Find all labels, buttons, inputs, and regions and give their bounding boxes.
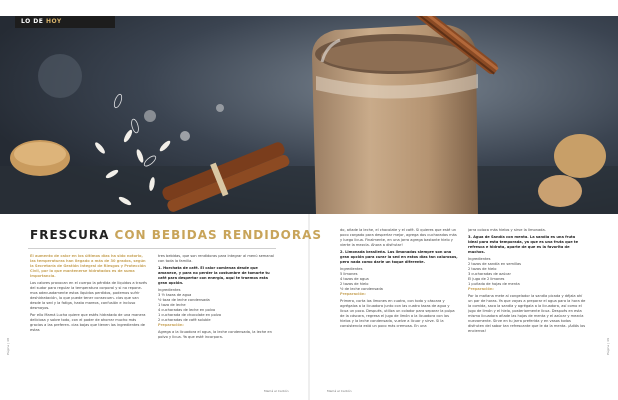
paragraph-body: Por ello Mamá Lucha quiere que estés hidratado de una manera deliciosa y sobre todo, con el poder de ahorrar mucho más gracias a las preferen- cias bajas que tienen los ingredientes de estas [30, 313, 146, 332]
paragraph-lead: El aumento de calor en los últimos días ha sido notorio, las temperaturas han llegado a más de 30 grados, según la Secretaría de Gestión Integral de Riesgos y Protección Civil, por lo que mantenerse hidratados es de suma importancia. [30, 254, 146, 278]
paragraph-list: 1 puñado de hojas de menta [468, 282, 520, 286]
text-column-4 [468, 228, 586, 386]
paragraph-gold: Preparación: [340, 292, 366, 296]
paragraph-body: Primero, corta los limones en cuatro, con todo y cáscara y agrégalos a la licuadora junto con las cuatro tazas de agua y licua un poco. Después, utiliza un colador para separar la pulpa de la cáscara, regresa el jugo de limón a la licuadora con los hielos y la leche condensada, vuelve a licuar y sirve. Si la consistencia está un poco más cremosa. En una [340, 299, 455, 328]
paragraph-body: Los calores provocan en el cuerpo la pérdida de líquidos a través del sudor para regular la temperatura corporal y si no repone- mos adecuadamente estos líquidos perdidos, podemos sufrir deshidratación, lo que puede tener consecuen- cias que van desde la sed y la fatiga, hasta mareos, confusión e incluso desmayos. [30, 281, 147, 310]
paragraph-gold: Preparación: [468, 287, 494, 291]
article-title-accent: CON BEBIDAS RENDIDORAS [114, 228, 323, 242]
paragraph-heading: 2. Limonada brasileña. Las limonadas siempre son una gran opción para curar la sed en estos días tan calurosos, pero nada como darle un toque diferente. [340, 250, 458, 264]
paragraph-heading: 3. Agua de Sandía con menta. La sandía es una fruta ideal para esta temporada, ya que es una fruta que te refresca e hidrata, aparte de que es la favorita de muchos. [468, 235, 579, 254]
article-title [30, 228, 322, 242]
paragraph-list: 3 ½ tazas de agua [158, 293, 192, 297]
section-tag-prefix: LO DE [21, 18, 44, 25]
paragraph-body: do, añade la leche, el chocolate y el café. Si quieres que esté un poco cargado para despertar mejor, agrega dos cucharadas más y luego licua. Finalmente, en una jarra agrega bastante hielo y vierte la mezcla. Ahora a disfrutar! [340, 228, 457, 247]
paragraph-label: Ingredientes [468, 257, 491, 261]
paragraph-list: 2 tazas de hielo [468, 267, 497, 271]
text-column-2 [158, 254, 276, 386]
paragraph-body: tres bebidas, que son rendidoras para integrar al menú semanal con toda la familia. [158, 254, 274, 263]
paragraph-list: 4 cucharadas de leche en polvo [158, 308, 216, 312]
paragraph-heading: 1. Horchata de café. El calor comienza desde que amanece, y para no perder la costumbre de tomarte tu café para despertar con energía, aquí te traemos esta gran opción. [158, 266, 270, 285]
paragraph-list: El jugo de 2 limones [468, 277, 505, 281]
paragraph-body: jarra coloca más hielos y sirve la limonada. [468, 228, 546, 232]
paragraph-list: 2 cucharadas de café soluble [158, 318, 211, 322]
paragraph-label: Ingredientes [158, 288, 181, 292]
text-column-1 [30, 254, 148, 386]
paragraph-list: ½ taza de leche condensada [158, 298, 210, 302]
paragraph-list: 1 taza de leche [158, 303, 186, 307]
hero-photo [0, 16, 618, 214]
paragraph-body: Por la mañana mete al congelador la sandía picada y déjala ahí un par de horas. Ya que vayas a preparar el agua para la hora de la comida, saca la sandía y agrégala a la licuadora, así como el jugo de limón y el hielo, posteriormente licua. Después en esta misma licuadora añade las hojas de menta y el azúcar y mezcla nuevamente. Sirve en tu jarra preferida y en vasos todos disfruten del sabor tan refrescante que le da la menta. ¡Adiós los encierros! [468, 294, 586, 333]
paragraph-list: 3 cucharadas de azúcar [468, 272, 511, 276]
page-number-right: Página | 49 [606, 338, 610, 355]
section-tag-highlight: HOY [45, 18, 62, 25]
page-number-left: Página | 48 [6, 338, 10, 355]
section-tag [15, 16, 115, 28]
paragraph-list: 5 limones [340, 272, 358, 276]
paragraph-list: 1 cucharada de chocolate en polvo [158, 313, 222, 317]
hero-illustration [0, 16, 618, 214]
paragraph-body: Agrega a la licuadora el agua, la leche condensada, la leche en polvo y licua. Ya que esté incorpora- [158, 330, 272, 339]
footer-brand-right: Mamá el Carbón [327, 389, 352, 393]
paragraph-label: Ingredientes [340, 267, 363, 271]
paragraph-list: 4 tazas de agua [340, 277, 369, 281]
paragraph-list: 2 tazas de hielo [340, 282, 369, 286]
article-title-plain: FRESCURA [30, 228, 110, 242]
title-rule [28, 248, 276, 249]
paragraph-list: ½ de leche condensada [340, 287, 383, 291]
text-column-3 [340, 228, 458, 386]
footer-brand-left: Mamá el Carbón [264, 389, 289, 393]
paragraph-list: 2 tazas de sandía en semillas [468, 262, 522, 266]
paragraph-gold: Preparación: [158, 323, 184, 327]
